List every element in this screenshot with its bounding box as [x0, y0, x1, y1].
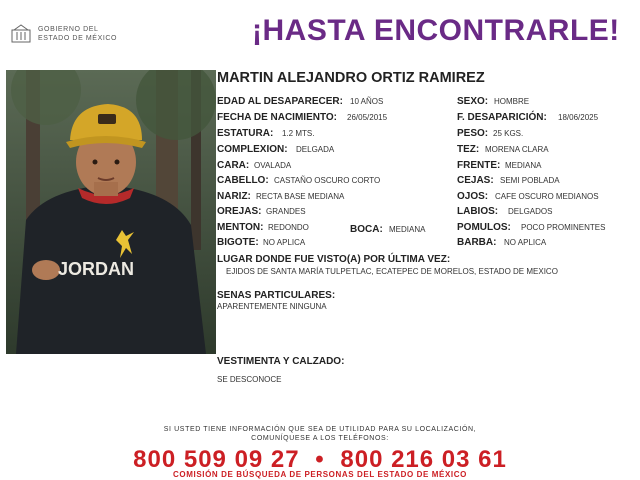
tez-value: MORENA CLARA	[485, 145, 549, 154]
pomulos-value: POCO PROMINENTES	[521, 223, 606, 232]
boca-value: MEDIANA	[389, 225, 426, 234]
marks-value: APARENTEMENTE NINGUNA	[217, 302, 327, 311]
menton-label: MENTON:	[217, 222, 264, 233]
nacimiento-label: FECHA DE NACIMIENTO:	[217, 112, 337, 123]
last-seen-label: LUGAR DONDE FUE VISTO(A) POR ÚLTIMA VEZ:	[217, 254, 451, 265]
phone-1[interactable]: 800 509 09 27	[133, 446, 300, 473]
desaparicion-value: 18/06/2025	[558, 113, 599, 122]
ojos-value: CAFE OSCURO MEDIANOS	[495, 192, 599, 201]
complexion-value: DELGADA	[296, 145, 335, 154]
labios-value: DELGADOS	[508, 207, 553, 216]
state-emblem-icon	[10, 24, 32, 44]
gov-line1: GOBIERNO DEL	[38, 26, 99, 33]
cabello-label: CABELLO:	[217, 175, 269, 186]
frente-label: FRENTE:	[457, 160, 501, 171]
marks-label: SENAS PARTICULARES:	[217, 290, 336, 301]
cara-label: CARA:	[217, 160, 250, 171]
menton-value: REDONDO	[268, 223, 309, 232]
cara-value: OVALADA	[254, 161, 292, 170]
estatura-label: ESTATURA:	[217, 128, 274, 139]
edad-label: EDAD AL DESAPARECER:	[217, 96, 343, 107]
nariz-label: NARIZ:	[217, 191, 251, 202]
phone-separator: •	[315, 446, 325, 473]
last-seen-value: EJIDOS DE SANTA MARÍA TULPETLAC, ECATEPEC DE MORELOS, ESTADO DE MEXICO	[226, 267, 558, 276]
peso-value: 25 KGS.	[493, 129, 524, 138]
phone-2[interactable]: 800 216 03 61	[340, 446, 507, 473]
frente-value: MEDIANA	[505, 161, 542, 170]
clothing-value: SE DESCONOCE	[217, 375, 282, 384]
edad-value: 10 AÑOS	[350, 97, 384, 106]
estatura-value: 1.2 MTS.	[282, 129, 315, 138]
cejas-label: CEJAS:	[457, 175, 494, 186]
person-photo	[6, 70, 216, 354]
ojos-label: OJOS:	[457, 191, 489, 202]
pomulos-label: POMULOS:	[457, 222, 511, 233]
cejas-value: SEMI POBLADA	[500, 176, 560, 185]
sexo-value: HOMBRE	[494, 97, 530, 106]
gov-line2: ESTADO DE MÉXICO	[38, 35, 118, 42]
orejas-label: OREJAS:	[217, 206, 262, 217]
clothing-label: VESTIMENTA Y CALZADO:	[217, 356, 345, 367]
orejas-value: GRANDES	[266, 207, 306, 216]
nacimiento-value: 26/05/2015	[347, 113, 388, 122]
info-line1: SI USTED TIENE INFORMACIÓN QUE SEA DE UTILIDAD PARA SU LOCALIZACIÓN,	[163, 426, 477, 433]
bigote-label: BIGOTE:	[217, 237, 259, 248]
person-name: MARTIN ALEJANDRO ORTIZ RAMIREZ	[217, 70, 485, 86]
nariz-value: RECTA BASE MEDIANA	[256, 192, 345, 201]
commission-name: COMISIÓN DE BÚSQUEDA DE PERSONAS DEL ESTADO DE MÉXICO	[173, 470, 467, 479]
barba-label: BARBA:	[457, 237, 497, 248]
shirt-text: JORDAN	[58, 259, 135, 279]
person-photo-image	[6, 70, 216, 354]
barba-value: NO APLICA	[504, 238, 547, 247]
tez-label: TEZ:	[457, 144, 480, 155]
cabello-value: CASTAÑO OSCURO CORTO	[274, 176, 381, 185]
desaparicion-label: F. DESAPARICIÓN:	[457, 112, 547, 123]
sexo-label: SEXO:	[457, 96, 489, 107]
info-line2: COMUNÍQUESE A LOS TELÉFONOS:	[251, 435, 389, 442]
boca-label: BOCA:	[350, 224, 383, 235]
complexion-label: COMPLEXION:	[217, 144, 288, 155]
bigote-value: NO APLICA	[263, 238, 306, 247]
poster-title: ¡HASTA ENCONTRARLE!	[252, 14, 620, 47]
labios-label: LABIOS:	[457, 206, 499, 217]
peso-label: PESO:	[457, 128, 489, 139]
government-logo	[10, 22, 120, 46]
